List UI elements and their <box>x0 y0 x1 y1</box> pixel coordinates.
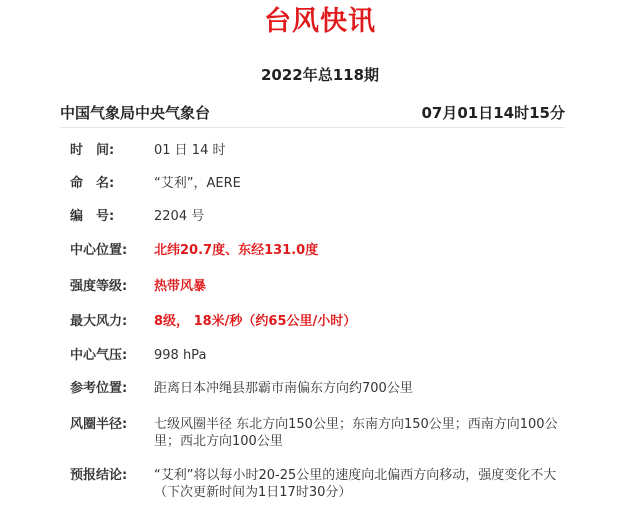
field-label: 预报结论: <box>70 468 128 483</box>
publish-time: 07月01日14时15分 <box>421 104 565 122</box>
field-value-group <box>154 467 559 501</box>
field-label: 编 号: <box>70 209 115 224</box>
field-label: 命 名: <box>70 176 115 191</box>
field-label: 最大风力: <box>70 314 128 329</box>
forecast-text: “艾利”将以每小时20-25公里的速度向北偏西方向移动，强度变化不大 <box>154 468 557 483</box>
publisher-row <box>60 100 565 126</box>
field-label: 强度等级: <box>70 279 128 294</box>
field-value: “艾利”，AERE <box>154 176 241 191</box>
field-label: 中心位置: <box>70 243 128 258</box>
page-title: 台风快讯 <box>264 6 376 37</box>
header-divider <box>60 127 565 128</box>
field-value: 距离日本冲绳县那霸市南偏东方向约700公里 <box>154 381 413 396</box>
field-value: 热带风暴 <box>154 279 207 294</box>
field-value: 998 hPa <box>154 348 207 363</box>
field-value: 8级， 18米/秒（约65公里/小时） <box>154 314 357 329</box>
field-value: 七级风圈半径 东北方向150公里；东南方向150公里；西南方向100公里；西北方向100公里 <box>154 417 558 449</box>
field-value: 01 日 14 时 <box>154 143 226 158</box>
field-label: 中心气压: <box>70 348 128 363</box>
field-value: 2204 号 <box>154 209 205 224</box>
field-label: 风圈半径: <box>70 417 128 432</box>
issue-number: 2022年总118期 <box>260 66 380 84</box>
publisher-name: 中国气象局中央气象台 <box>60 104 211 122</box>
field-value: 北纬20.7度、东经131.0度 <box>154 243 319 258</box>
field-label: 时 间: <box>70 143 115 158</box>
field-label: 参考位置: <box>70 381 128 396</box>
next-update-note: （下次更新时间为1日17时30分） <box>154 485 352 500</box>
